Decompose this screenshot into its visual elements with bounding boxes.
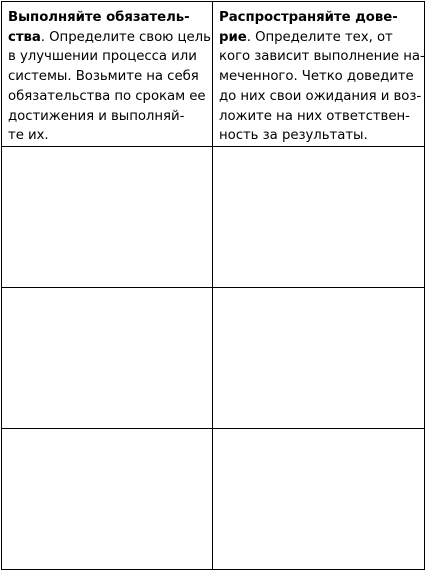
text-line — [219, 47, 425, 67]
text-line — [219, 28, 418, 48]
line-text: меченного. Четко доведите — [219, 69, 414, 85]
text-line — [8, 47, 206, 67]
line-text: достижения и выполняй- — [8, 108, 185, 124]
text-line — [8, 67, 206, 87]
text-line — [219, 87, 422, 107]
text-line — [219, 126, 418, 146]
text-line — [8, 8, 206, 28]
line-text: до них свои ожидания и воз- — [219, 88, 422, 104]
line-text: ложите на них ответствен- — [219, 108, 410, 124]
line-text: системы. Возьмите на себя — [8, 69, 199, 85]
line-text: . Определите тех, от — [246, 29, 393, 45]
blank-row — [2, 429, 425, 570]
text-line — [219, 8, 418, 28]
text-line — [8, 126, 206, 146]
blank-row — [2, 147, 425, 288]
header-cell-commitments — [2, 2, 213, 147]
bold-term: Выполняйте обязатель- — [8, 10, 190, 25]
line-text: обязательства по срокам ее — [8, 88, 206, 104]
blank-cell — [213, 288, 425, 429]
text-line — [8, 28, 211, 48]
line-text: ность за результаты. — [219, 128, 368, 144]
header-cell-trust — [213, 2, 425, 147]
text-line — [219, 107, 418, 127]
line-text: . Определите свою цель — [40, 29, 211, 45]
blank-cell — [2, 147, 213, 288]
header-row — [2, 2, 425, 147]
line-text: в улучшении процесса или — [8, 49, 197, 65]
line-text: те их. — [8, 128, 49, 144]
bold-term: Распространяйте дове- — [219, 10, 398, 25]
commitments-text — [2, 2, 212, 146]
text-line — [8, 107, 206, 127]
blank-cell — [213, 429, 425, 570]
trust-text — [213, 2, 424, 146]
line-text: кого зависит выполнение на- — [219, 49, 425, 65]
blank-cell — [2, 288, 213, 429]
blank-cell — [2, 429, 213, 570]
bold-term: рие — [219, 29, 247, 45]
blank-cell — [213, 147, 425, 288]
blank-row — [2, 288, 425, 429]
text-line — [219, 67, 418, 87]
worksheet-table — [1, 1, 425, 570]
text-line — [8, 87, 206, 107]
bold-term: ства — [8, 29, 41, 45]
